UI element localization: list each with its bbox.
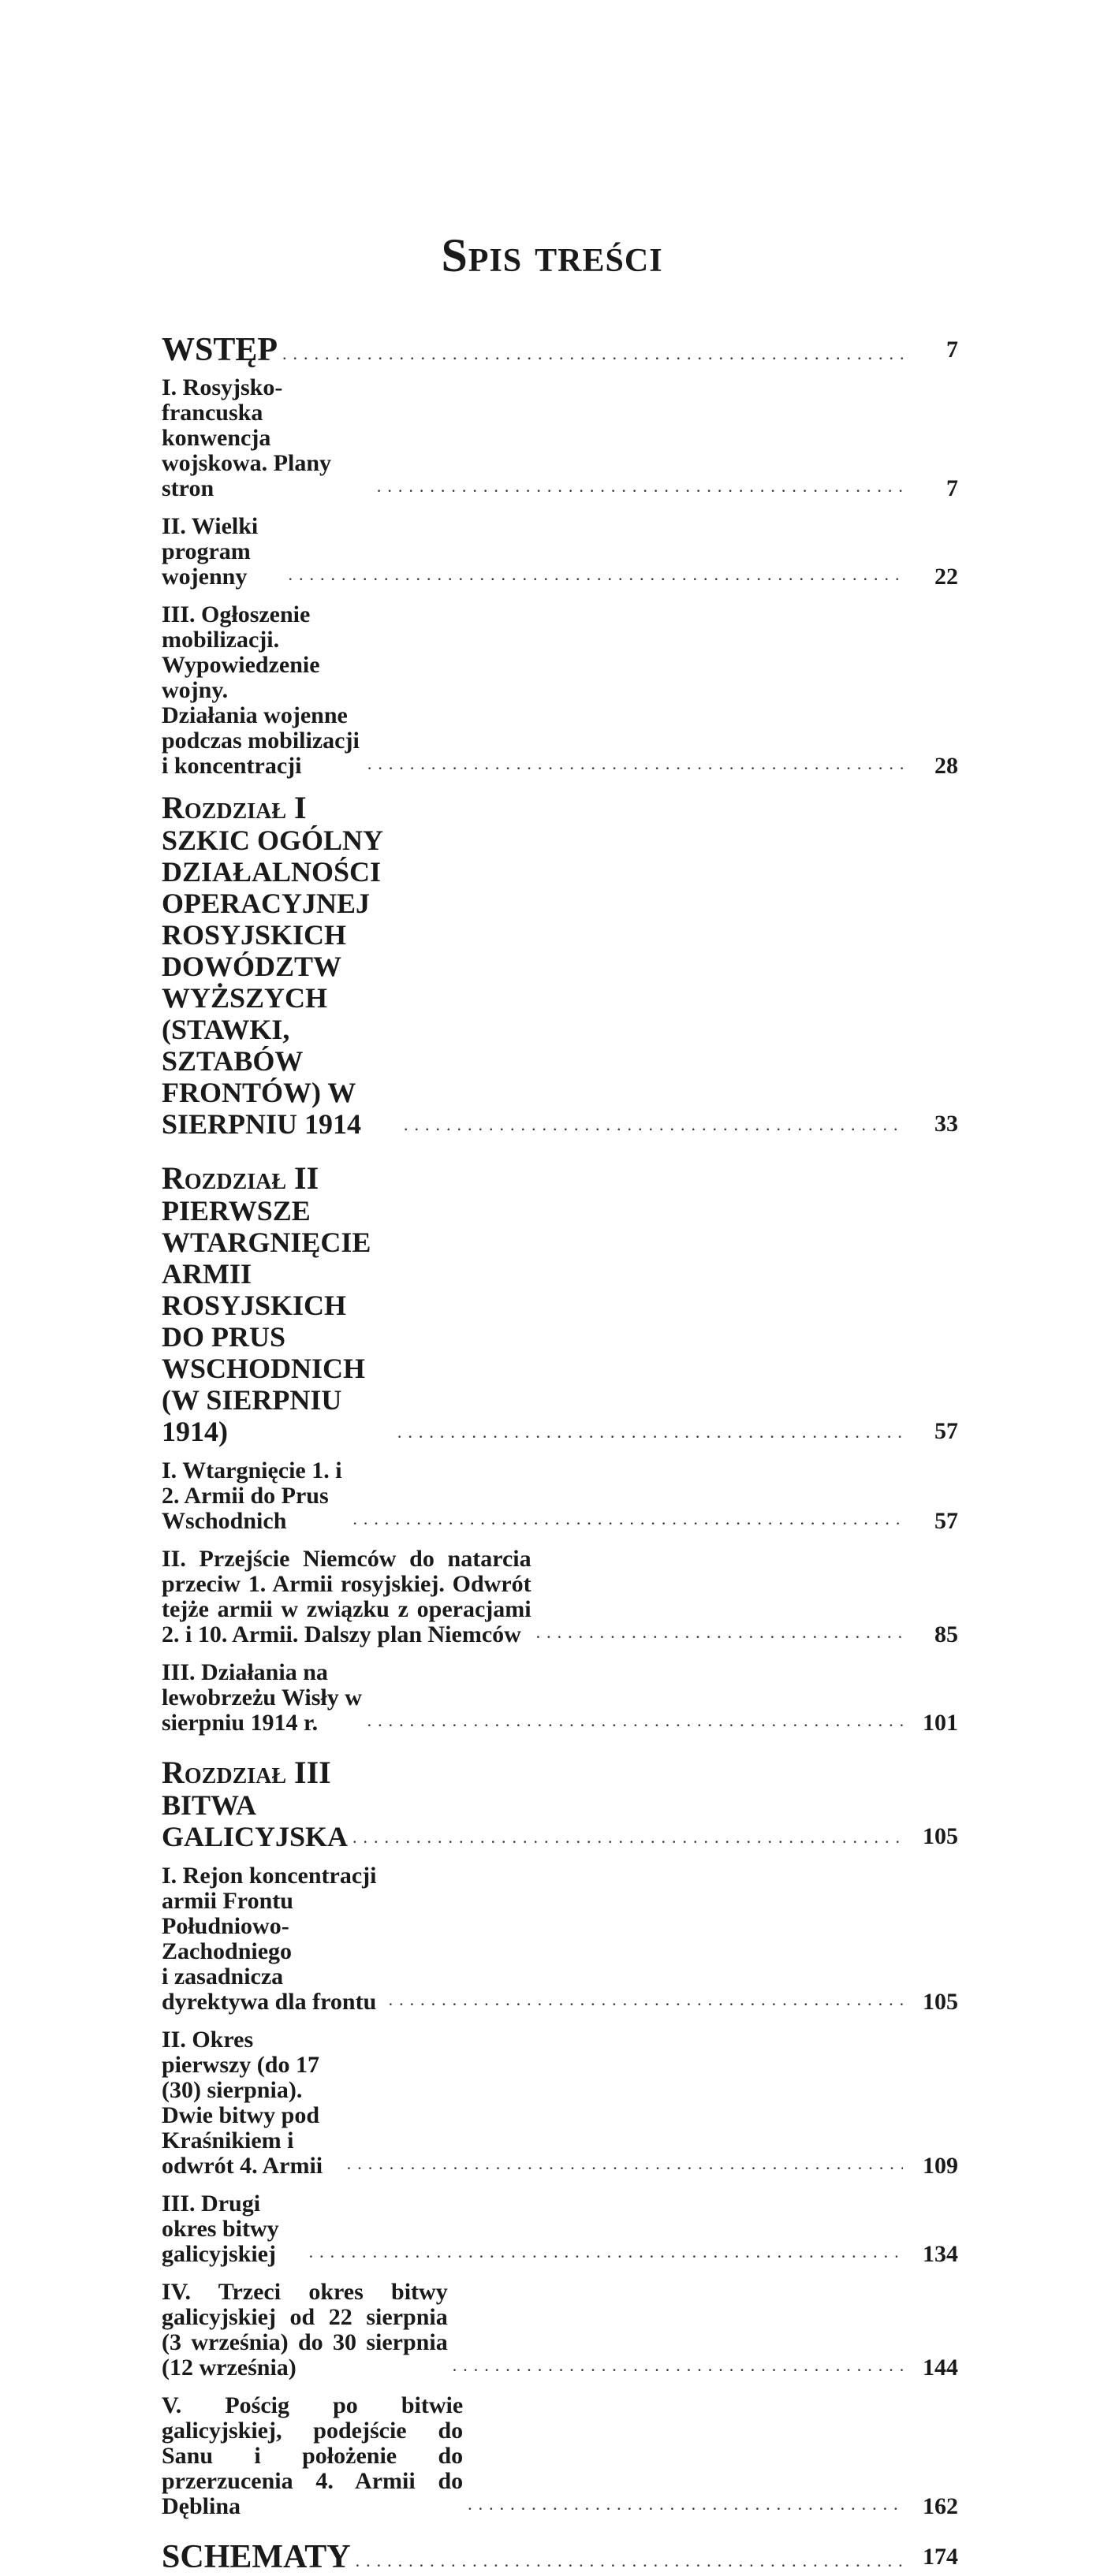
toc-entry-title: II. Przejście Niemców do natarcia przeciw 1. Armii rosyjskiej. Odwrót tejże armii w związku z operacjami 2. i 10. Armii. Dalszy plan Niemców <box>162 1546 531 1647</box>
toc-entry-title: I. Wtargnięcie 1. i 2. Armii do Prus Wschodnich <box>162 1457 342 1534</box>
chapter-title: SZKIC OGÓLNY DZIAŁALNOŚCI OPERACYJNEJ ROSYJSKICH DOWÓDZTW WYŻSZYCH (STAWKI, SZTABÓW FRONTÓW) W SIERPNIU 1914 <box>162 825 382 1140</box>
dot-leader <box>453 2357 903 2381</box>
dot-leader <box>288 566 903 590</box>
toc-entry-page: 109 <box>923 2153 958 2179</box>
toc-entry-page: 162 <box>923 2493 958 2519</box>
dot-leader <box>356 2552 903 2576</box>
dot-leader <box>282 345 903 369</box>
chapter-title: PIERWSZE WTARGNIĘCIE ARMII ROSYJSKICH DO PRUS WSCHODNICH (W SIERPNIU 1914) <box>162 1195 371 1447</box>
chapter-1[interactable] <box>162 791 958 1140</box>
toc-entry-page: 57 <box>934 1418 958 1444</box>
toc-entry[interactable] <box>162 2027 958 2179</box>
toc-entry-page: 22 <box>934 564 958 590</box>
chapter-label: Rozdział I <box>162 790 307 825</box>
toc-entry-page: 33 <box>934 1111 958 1137</box>
toc-entry-title: III. Drugi okres bitwy galicyjskiej <box>162 2191 279 2267</box>
toc-entry-page: 85 <box>934 1621 958 1647</box>
chapter-label: Rozdział II <box>162 1160 319 1196</box>
table-of-contents <box>162 331 958 2576</box>
page-title: Spis treści <box>441 229 663 281</box>
toc-entry-title: III. Ogłoszenie mobilizacji. Wypowiedzenie wojny. Działania wojenne podczas mobilizacji i koncentracji <box>162 601 360 779</box>
toc-entry-page: 101 <box>923 1710 958 1736</box>
toc-entry-page: 28 <box>934 753 958 779</box>
toc-entry[interactable] <box>162 1863 958 2015</box>
toc-entry-title: III. Działania na lewobrzeżu Wisły w sierpniu 1914 r. <box>162 1659 362 1736</box>
toc-entry-title: SCHEMATY <box>162 2539 351 2575</box>
dot-leader <box>389 1991 903 2015</box>
toc-entry-page: 7 <box>946 475 958 501</box>
dot-leader <box>468 2496 903 2519</box>
toc-entry-page: 134 <box>923 2241 958 2267</box>
toc-entry-title: I. Rejon koncentracji armii Frontu Południowo-Zachodniego i zasadnicza dyrektywa dla frontu <box>162 1863 377 2015</box>
dot-leader <box>404 1116 903 1140</box>
toc-entry-title: V. Pościg po bitwie galicyjskiej, podejście do Sanu i położenie do przerzucenia 4. Armii do Dęblina <box>162 2392 464 2519</box>
toc-entry-page: 174 <box>923 2544 958 2570</box>
chapter-2[interactable] <box>162 1162 958 1447</box>
toc-entry-schematy[interactable] <box>162 2538 958 2576</box>
toc-entry-page: 57 <box>934 1508 958 1534</box>
chapter-label: Rozdział III <box>162 1755 331 1790</box>
toc-entry-page: 7 <box>946 337 958 363</box>
toc-entry[interactable] <box>162 1547 958 1647</box>
toc-entry[interactable] <box>162 1458 958 1534</box>
chapter-title: BITWA GALICYJSKA <box>162 1789 349 1852</box>
dot-leader <box>352 1510 903 1534</box>
dot-leader <box>367 1712 903 1736</box>
toc-entry[interactable] <box>162 514 958 590</box>
toc-entry-page: 144 <box>923 2355 958 2381</box>
toc-entry[interactable] <box>162 1660 958 1736</box>
toc-entry[interactable] <box>162 602 958 779</box>
toc-entry[interactable] <box>162 375 958 501</box>
toc-entry[interactable] <box>162 2191 958 2267</box>
dot-leader <box>309 2243 903 2267</box>
dot-leader <box>352 1829 903 1852</box>
dot-leader <box>397 1424 903 1447</box>
chapter-3[interactable] <box>162 1756 958 1852</box>
dot-leader <box>347 2155 903 2179</box>
toc-entry-wstep[interactable] <box>162 331 958 369</box>
toc-entry[interactable] <box>162 2393 958 2519</box>
toc-entry-title: II. Wielki program wojenny <box>162 513 259 590</box>
toc-entry-title: WSTĘP <box>162 332 278 368</box>
dot-leader <box>367 755 903 779</box>
dot-leader <box>536 1624 903 1647</box>
toc-entry-page: 105 <box>923 1989 958 2015</box>
toc-entry-page: 105 <box>923 1823 958 1849</box>
toc-entry-title: II. Okres pierwszy (do 17 (30) sierpnia). Dwie bitwy pod Kraśnikiem i odwrót 4. Armii <box>162 2027 323 2179</box>
toc-entry-title: I. Rosyjsko-francuska konwencja wojskowa. Plany stron <box>162 374 332 501</box>
toc-entry[interactable] <box>162 2280 958 2381</box>
dot-leader <box>377 478 903 501</box>
toc-entry-title: IV. Trzeci okres bitwy galicyjskiej od 22 sierpnia (3 września) do 30 sierpnia (12 września) <box>162 2279 448 2381</box>
